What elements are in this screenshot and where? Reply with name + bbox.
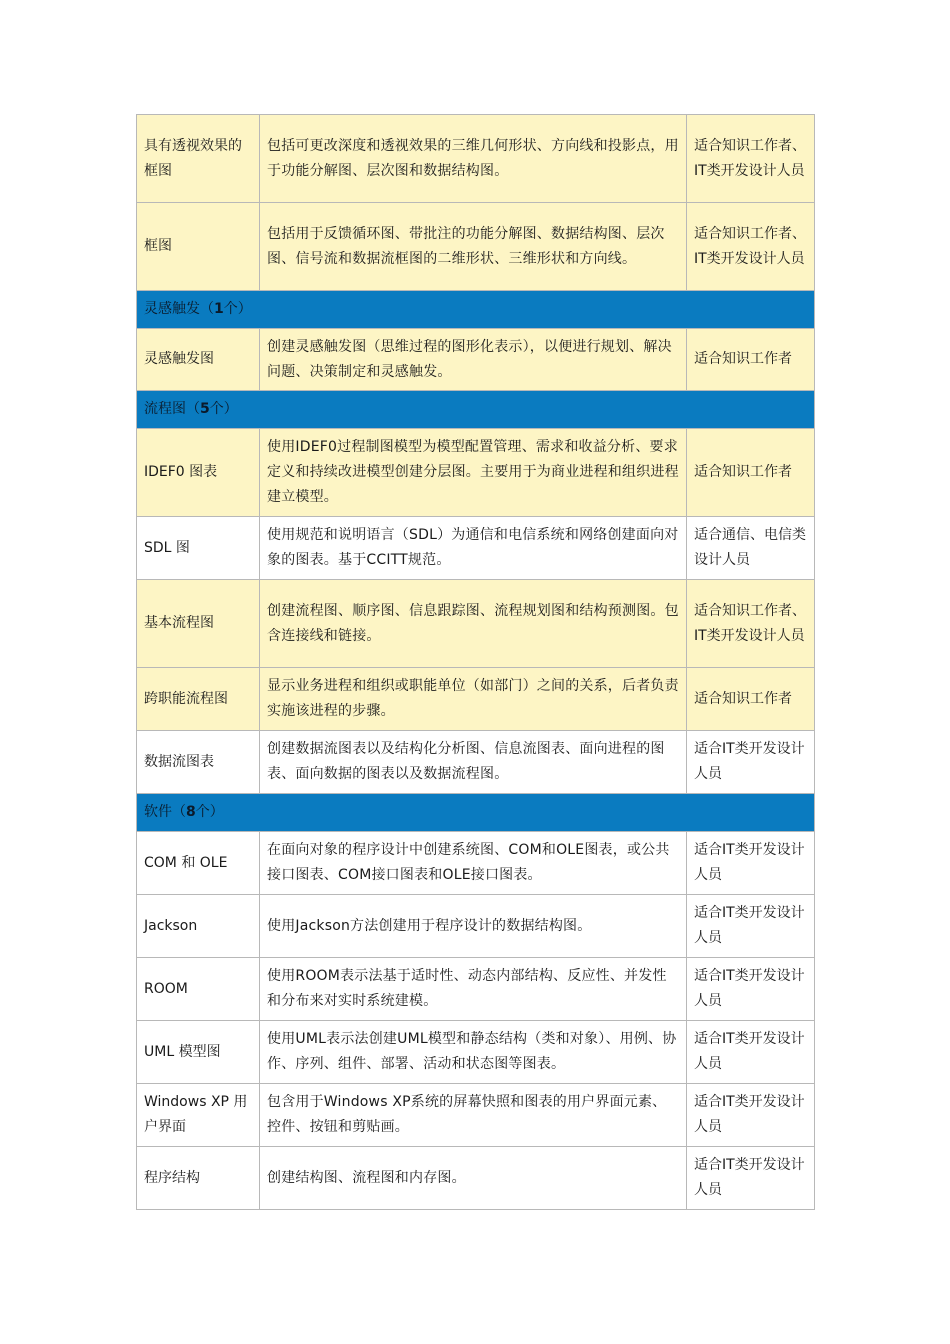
audience-cell: 适合IT类开发设计人员 [687,958,815,1021]
table-row [137,832,815,895]
table-row [137,203,815,291]
section-count: 1 [214,301,224,317]
section-title [137,794,815,832]
audience-cell: 适合知识工作者、IT类开发设计人员 [687,203,815,291]
diagram-name-cell: Windows XP 用户界面 [137,1084,260,1147]
description-cell: 使用Jackson方法创建用于程序设计的数据结构图。 [260,895,687,958]
audience-cell: 适合通信、电信类设计人员 [687,517,815,580]
diagram-name-cell: Jackson [137,895,260,958]
table-row [137,429,815,517]
section-label: 灵感触发（ [144,301,214,317]
description-cell: 使用IDEF0过程制图模型为模型配置管理、需求和收益分析、要求定义和持续改进模型创建分层图。主要用于为商业进程和组织进程建立模型。 [260,429,687,517]
section-header-row [137,794,815,832]
diagram-type-table [136,114,815,1210]
table-row [137,115,815,203]
description-cell: 创建流程图、顺序图、信息跟踪图、流程规划图和结构预测图。包含连接线和链接。 [260,580,687,668]
audience-cell: 适合知识工作者、IT类开发设计人员 [687,115,815,203]
section-label: 流程图（ [144,401,200,417]
table-row [137,958,815,1021]
description-cell: 使用ROOM表示法基于适时性、动态内部结构、反应性、并发性和分布来对实时系统建模。 [260,958,687,1021]
table-row [137,668,815,731]
diagram-name-cell: SDL 图 [137,517,260,580]
description-cell: 使用UML表示法创建UML模型和静态结构（类和对象）、用例、协作、序列、组件、部署、活动和状态图等图表。 [260,1021,687,1084]
diagram-name-cell: 灵感触发图 [137,329,260,391]
audience-cell: 适合知识工作者 [687,329,815,391]
audience-cell: 适合IT类开发设计人员 [687,832,815,895]
section-count: 5 [200,401,210,417]
table-row [137,895,815,958]
description-cell: 包含用于Windows XP系统的屏幕快照和图表的用户界面元素、控件、按钮和剪贴画。 [260,1084,687,1147]
description-cell: 包括可更改深度和透视效果的三维几何形状、方向线和投影点，用于功能分解图、层次图和数据结构图。 [260,115,687,203]
diagram-name-cell: 具有透视效果的框图 [137,115,260,203]
description-cell: 创建灵感触发图（思维过程的图形化表示），以便进行规划、解决问题、决策制定和灵感触发。 [260,329,687,391]
description-cell: 包括用于反馈循环图、带批注的功能分解图、数据结构图、层次图、信号流和数据流框图的二维形状、三维形状和方向线。 [260,203,687,291]
table-row [137,580,815,668]
audience-cell: 适合IT类开发设计人员 [687,1147,815,1210]
description-cell: 使用规范和说明语言（SDL）为通信和电信系统和网络创建面向对象的图表。基于CCITT规范。 [260,517,687,580]
table-row [137,1084,815,1147]
audience-cell: 适合知识工作者、IT类开发设计人员 [687,580,815,668]
audience-cell: 适合IT类开发设计人员 [687,895,815,958]
description-cell: 显示业务进程和组织或职能单位（如部门）之间的关系，后者负责实施该进程的步骤。 [260,668,687,731]
diagram-name-cell: COM 和 OLE [137,832,260,895]
audience-cell: 适合IT类开发设计人员 [687,731,815,794]
diagram-name-cell: 跨职能流程图 [137,668,260,731]
section-header-row [137,391,815,429]
diagram-name-cell: IDEF0 图表 [137,429,260,517]
audience-cell: 适合知识工作者 [687,429,815,517]
description-cell: 在面向对象的程序设计中创建系统图、COM和OLE图表，或公共接口图表、COM接口图表和OLE接口图表。 [260,832,687,895]
audience-cell: 适合IT类开发设计人员 [687,1084,815,1147]
section-unit: 个） [209,401,238,417]
table-row [137,517,815,580]
diagram-name-cell: ROOM [137,958,260,1021]
audience-cell: 适合知识工作者 [687,668,815,731]
section-title [137,391,815,429]
diagram-name-cell: UML 模型图 [137,1021,260,1084]
section-title [137,291,815,329]
table-row [137,1147,815,1210]
table-row [137,329,815,391]
description-cell: 创建结构图、流程图和内存图。 [260,1147,687,1210]
diagram-name-cell: 程序结构 [137,1147,260,1210]
table-row [137,731,815,794]
table-row [137,1021,815,1084]
table-body [137,115,815,1210]
section-unit: 个） [195,804,224,820]
diagram-name-cell: 基本流程图 [137,580,260,668]
section-label: 软件（ [144,804,186,820]
section-unit: 个） [223,301,252,317]
diagram-name-cell: 数据流图表 [137,731,260,794]
audience-cell: 适合IT类开发设计人员 [687,1021,815,1084]
section-count: 8 [186,804,196,820]
section-header-row [137,291,815,329]
description-cell: 创建数据流图表以及结构化分析图、信息流图表、面向进程的图表、面向数据的图表以及数据流程图。 [260,731,687,794]
diagram-name-cell: 框图 [137,203,260,291]
